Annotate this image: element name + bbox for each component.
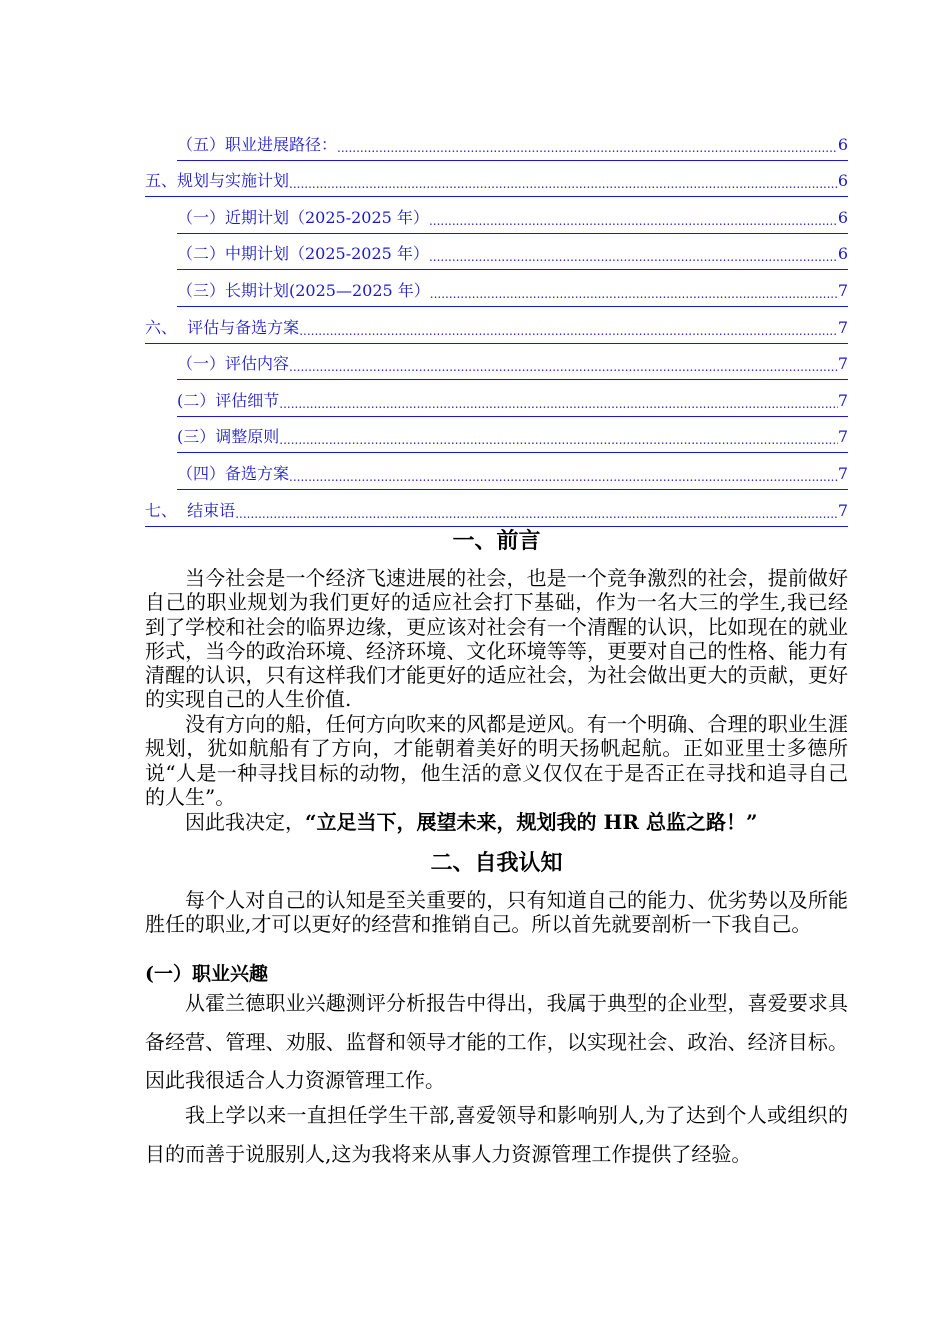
toc-leader-dots — [279, 429, 838, 453]
career-interest-paragraph-2: 我上学以来一直担任学生干部,喜爱领导和影响别人,为了达到个人或组织的目的而善于说服别人,这为我将来从事人力资源管理工作提供了经验。 — [145, 1103, 848, 1166]
toc-entry[interactable] — [145, 380, 848, 417]
toc-leader-dots — [430, 283, 838, 307]
toc-entry-page: 7 — [838, 460, 848, 490]
toc-leader-dots — [337, 137, 838, 161]
toc-entry-title: （一）近期计划（2025-2025 年） — [177, 204, 429, 234]
toc-entry-page: 7 — [838, 387, 848, 417]
toc-entry-title: （三）长期计划(2025—2025 年） — [177, 277, 430, 307]
toc-entry-title: 五、规划与实施计划 — [145, 167, 289, 197]
toc-entry[interactable] — [145, 490, 848, 527]
toc-entry[interactable] — [145, 270, 848, 307]
toc-leader-dots — [279, 393, 838, 417]
toc-entry-title: （一）评估内容 — [177, 350, 289, 380]
toc-entry[interactable] — [145, 197, 848, 234]
toc-entry[interactable] — [145, 124, 848, 161]
toc-entry-page: 6 — [838, 131, 848, 161]
toc-entry-page: 7 — [838, 350, 848, 380]
toc-entry-page: 7 — [838, 314, 848, 344]
section-heading-preface: 一、前言 — [452, 528, 541, 554]
toc-leader-dots — [429, 246, 838, 270]
toc-entry-page: 7 — [838, 497, 848, 527]
motto-quote: “立足当下，展望未来，规划我的 HR 总监之路！” — [305, 810, 758, 834]
section-heading-self-awareness: 二、自我认知 — [430, 850, 563, 876]
preface-paragraph-3 — [145, 810, 848, 834]
self-awareness-paragraph-1: 每个人对自己的认知是至关重要的，只有知道自己的能力、优劣势以及所能胜任的职业,才可以更好的经营和推销自己。所以首先就要剖析一下我自己。 — [145, 888, 848, 937]
table-of-contents — [145, 124, 848, 527]
toc-leader-dots — [289, 173, 838, 197]
subheading-career-interest: (一）职业兴趣 — [145, 963, 268, 985]
toc-entry-title: （五）职业进展路径： — [177, 131, 337, 161]
toc-entry-page: 7 — [838, 277, 848, 307]
toc-entry-page: 6 — [838, 240, 848, 270]
toc-leader-dots — [289, 356, 838, 380]
toc-leader-dots — [429, 210, 838, 234]
toc-entry-title: 六、 评估与备选方案 — [145, 314, 299, 344]
toc-entry-title: (三）调整原则 — [177, 423, 279, 453]
toc-entry-page: 7 — [838, 423, 848, 453]
decision-text: 因此我决定， — [185, 810, 305, 834]
toc-entry[interactable] — [145, 417, 848, 454]
toc-leader-dots — [299, 320, 838, 344]
toc-entry-page: 6 — [838, 204, 848, 234]
toc-entry[interactable] — [145, 344, 848, 381]
toc-entry[interactable] — [145, 453, 848, 490]
toc-entry-title: （四）备选方案 — [177, 460, 289, 490]
toc-entry-title: 七、 结束语 — [145, 497, 235, 527]
preface-paragraph-2: 没有方向的船，任何方向吹来的风都是逆风。有一个明确、合理的职业生涯规划，犹如航船有了方向，才能朝着美好的明天扬帆起航。正如亚里士多德所说“人是一种寻找目标的动物，他生活的意义仅仅在于是否正在寻找和追寻自己的人生”。 — [145, 712, 848, 809]
toc-leader-dots — [235, 503, 838, 527]
career-interest-paragraph-1: 从霍兰德职业兴趣测评分析报告中得出，我属于典型的企业型，喜爱要求具备经营、管理、劝服、监督和领导才能的工作，以实现社会、政治、经济目标。因此我很适合人力资源管理工作。 — [145, 991, 848, 1092]
toc-entry[interactable] — [145, 161, 848, 198]
toc-entry-title: （二）中期计划（2025-2025 年） — [177, 240, 429, 270]
toc-entry[interactable] — [145, 234, 848, 271]
toc-entry-page: 6 — [838, 167, 848, 197]
preface-paragraph-1: 当今社会是一个经济飞速进展的社会，也是一个竞争激烈的社会，提前做好自己的职业规划为我们更好的适应社会打下基础，作为一名大三的学生,我已经到了学校和社会的临界边缘，更应该对社会有一个清醒的认识，比如现在的就业形式，当今的政治环境、经济环境、文化环境等等，更要对自己的性格、能力有清醒的认识，只有这样我们才能更好的适应社会，为社会做出更大的贡献，更好的实现自己的人生价值. — [145, 566, 848, 712]
toc-leader-dots — [289, 466, 838, 490]
toc-entry-title: (二）评估细节 — [177, 387, 279, 417]
toc-entry[interactable] — [145, 307, 848, 344]
